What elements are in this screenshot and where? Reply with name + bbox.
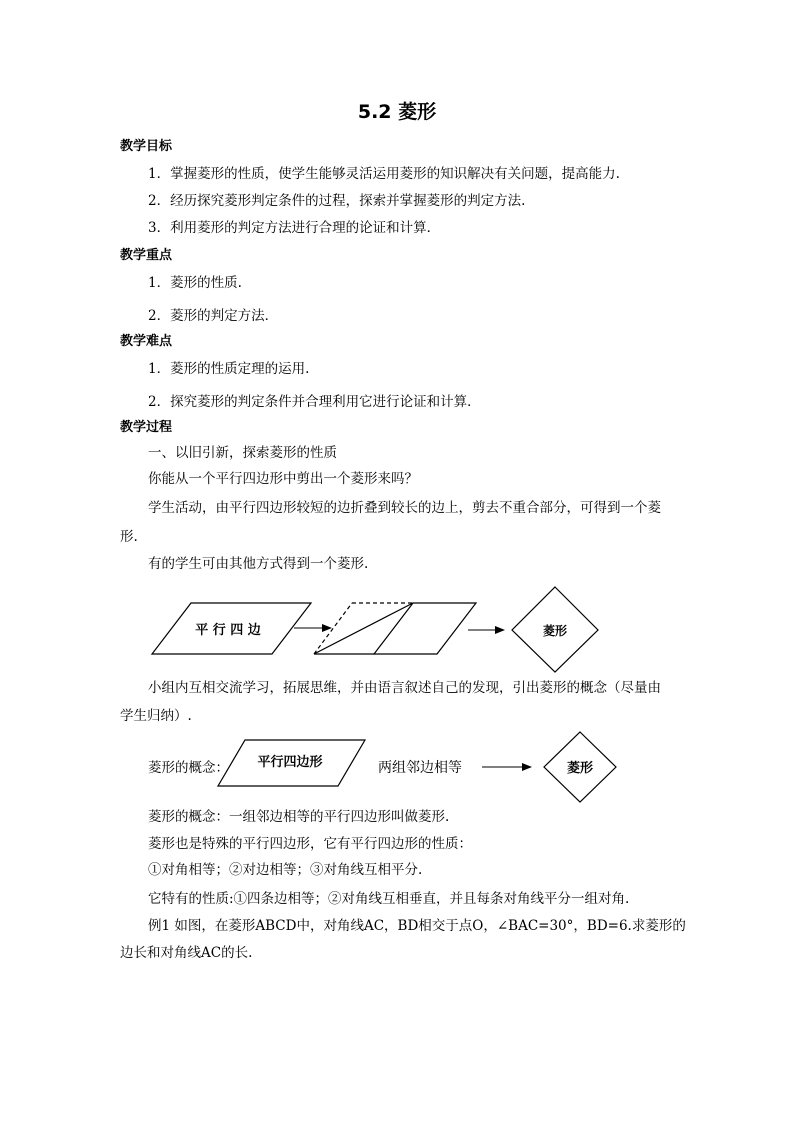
concept-parallelogram-label: 平行四边形 <box>257 755 323 770</box>
process-other-way: 有的学生可由其他方式得到一个菱形. <box>148 556 369 572</box>
special-intro: 菱形也是特殊的平行四边形，它有平行四边形的性质： <box>148 836 472 852</box>
process-part-one: 一、以旧引新，探索菱形的性质 <box>148 445 337 461</box>
arrow-head-1 <box>322 624 332 632</box>
arrow-head-2 <box>495 626 505 634</box>
parallelogram-shape <box>152 603 311 654</box>
discussion-line1: 小组内互相交流学习，拓展思维，并由语言叙述自己的发现，引出菱形的概念（尽量由 <box>148 680 661 696</box>
concept-condition: 两组邻边相等 <box>378 760 462 776</box>
example-line1: 例1 如图，在菱形ABCD中，对角线AC，BD相交于点O，∠BAC=30°，BD=6.求菱形的 <box>148 918 686 934</box>
goal-item-3: 3．利用菱形的判定方法进行合理的论证和计算． <box>148 220 441 236</box>
dashed-left-edge <box>314 603 352 654</box>
key-point-item-2: 2．菱形的判定方法． <box>148 308 279 324</box>
rhombus-label: 菱形 <box>542 624 568 638</box>
section-heading-difficulties: 教学难点 <box>120 334 173 349</box>
rhombus-shape <box>512 587 598 672</box>
difficulty-item-1: 1．菱形的性质定理的运用. <box>148 361 310 377</box>
folded-parallelogram-shape <box>374 603 476 654</box>
concept-prefix: 菱形的概念： <box>148 760 229 776</box>
process-activity-line2: 形. <box>120 529 138 545</box>
goal-item-2: 2．经历探究菱形判定条件的过程，探索并掌握菱形的判定方法. <box>148 193 526 209</box>
parallelogram-label: 平 行 四 边 <box>195 623 261 638</box>
rhombus-definition: 菱形的概念：一组邻边相等的平行四边形叫做菱形. <box>148 809 450 825</box>
section-heading-goals: 教学目标 <box>120 139 173 154</box>
page-title: 5.2 菱形 <box>357 101 437 123</box>
fold-line <box>314 603 413 654</box>
concept-rhombus-label: 菱形 <box>566 761 594 776</box>
concept-rhombus-shape <box>544 732 616 802</box>
parallelogram-properties: ①对角相等；②对边相等；③对角线互相平分. <box>148 862 423 878</box>
unique-properties: 它特有的性质:①四条边相等；②对角线互相垂直，并且每条对角线平分一组对角. <box>148 891 630 907</box>
difficulty-item-2: 2．探究菱形的判定条件并合理利用它进行论证和计算． <box>148 394 481 410</box>
discussion-line2: 学生归纳）. <box>120 708 192 724</box>
process-question: 你能从一个平行四边形中剪出一个菱形来吗？ <box>148 471 418 487</box>
section-heading-process: 教学过程 <box>120 420 173 435</box>
goal-item-1: 1．掌握菱形的性质，使学生能够灵活运用菱形的知识解决有关问题，提高能力. <box>148 166 620 182</box>
concept-arrow-head <box>522 763 532 771</box>
section-heading-key-points: 教学重点 <box>120 248 173 263</box>
process-activity-line1: 学生活动，由平行四边形较短的边折叠到较长的边上，剪去不重合部分，可得到一个菱 <box>148 500 661 516</box>
concept-parallelogram-shape <box>218 740 365 786</box>
key-point-item-1: 1．菱形的性质. <box>148 275 242 291</box>
example-line2: 边长和对角线AC的长. <box>120 945 253 961</box>
